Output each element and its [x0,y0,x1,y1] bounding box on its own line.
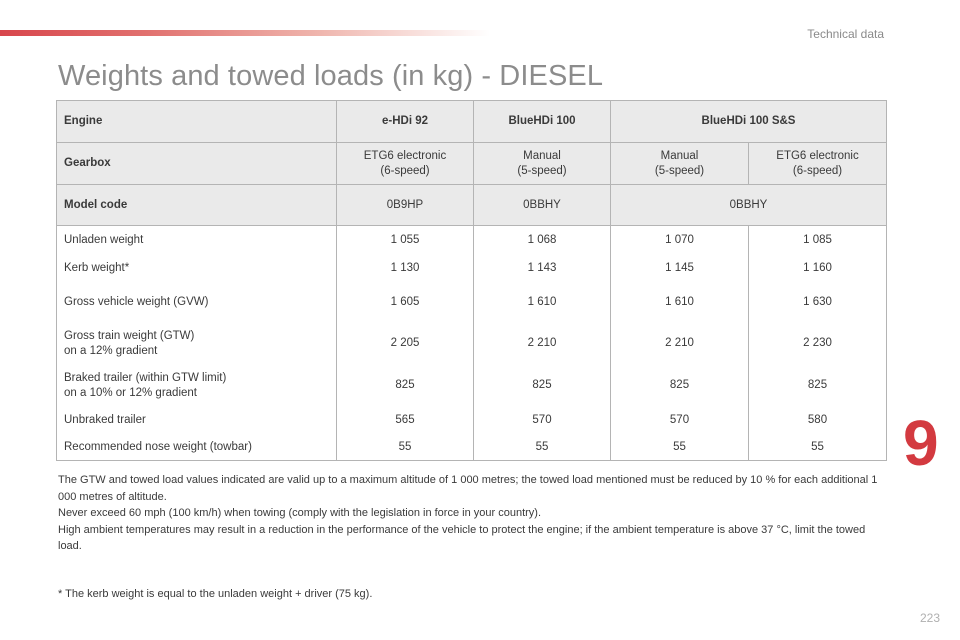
row-label [57,322,337,366]
gearbox-col-3 [611,143,749,185]
row-value: 825 [474,366,611,406]
header-accent-bar [0,30,490,36]
row-value: 825 [611,366,749,406]
engine-row [57,101,887,143]
gearbox-speeds: (5-speed) [654,164,705,177]
row-value: 2 210 [611,322,749,366]
row-value: 1 070 [611,226,749,255]
row-value: 1 145 [611,255,749,283]
row-value: 2 210 [474,322,611,366]
row-label: Gross vehicle weight (GVW) [57,283,337,322]
engine-col-1: e-HDi 92 [337,101,474,143]
table-row [57,322,887,366]
row-label-line: on a 10% or 12% gradient [64,386,197,399]
row-label-line: Braked trailer (within GTW limit) [64,371,227,384]
row-label: Kerb weight* [57,255,337,283]
row-value: 55 [474,435,611,461]
table-row [57,366,887,406]
gearbox-col-4 [749,143,887,185]
row-value: 1 130 [337,255,474,283]
section-label: Technical data [807,27,884,41]
gearbox-type: Manual [660,149,699,162]
table-row [57,255,887,283]
row-value: 825 [749,366,887,406]
row-value: 1 068 [474,226,611,255]
page-number: 223 [919,611,940,625]
row-value: 1 055 [337,226,474,255]
gearbox-col-2 [474,143,611,185]
row-value: 2 230 [749,322,887,366]
table-row [57,283,887,322]
model-code-row [57,185,887,226]
gearbox-speeds: (6-speed) [792,164,843,177]
table-row [57,435,887,461]
row-label: Unladen weight [57,226,337,255]
row-label: Unbraked trailer [57,406,337,435]
row-value: 565 [337,406,474,435]
row-value: 2 205 [337,322,474,366]
row-value: 570 [611,406,749,435]
chapter-number: 9 [903,407,939,479]
model-code-col-2: 0BBHY [474,185,611,226]
gearbox-label: Gearbox [57,143,337,185]
table-row [57,226,887,255]
towing-notes [58,472,886,555]
engine-col-2: BlueHDi 100 [474,101,611,143]
row-value: 55 [611,435,749,461]
row-value: 1 610 [474,283,611,322]
gearbox-speeds: (5-speed) [517,164,567,177]
row-value: 1 085 [749,226,887,255]
gearbox-row [57,143,887,185]
note-speed: Never exceed 60 mph (100 km/h) when towing (comply with the legislation in force in your country). [58,507,542,519]
row-value: 1 610 [611,283,749,322]
model-code-col-1: 0B9HP [337,185,474,226]
row-value: 1 143 [474,255,611,283]
kerb-weight-footnote: * The kerb weight is equal to the unladen weight + driver (75 kg). [58,588,373,600]
table-row [57,406,887,435]
engine-label: Engine [57,101,337,143]
row-value: 55 [749,435,887,461]
gearbox-type: Manual [523,149,561,162]
note-altitude: The GTW and towed load values indicated are valid up to a maximum altitude of 1 000 metres; the towed load mentioned must be reduced by 10 % for each additional 1 000 metres of altitude. [58,474,878,503]
row-label-line: on a 12% gradient [64,344,158,357]
row-label-line: Gross train weight (GTW) [64,329,195,342]
row-value: 825 [337,366,474,406]
row-value: 1 605 [337,283,474,322]
engine-col-3: BlueHDi 100 S&S [611,101,887,143]
row-value: 570 [474,406,611,435]
row-value: 1 160 [749,255,887,283]
gearbox-speeds: (6-speed) [380,164,430,177]
model-code-col-3: 0BBHY [611,185,887,226]
gearbox-col-1 [337,143,474,185]
gearbox-type: ETG6 electronic [776,149,859,162]
model-code-label: Model code [57,185,337,226]
row-value: 55 [337,435,474,461]
row-value: 580 [749,406,887,435]
gearbox-type: ETG6 electronic [363,149,447,162]
row-value: 1 630 [749,283,887,322]
page-title: Weights and towed loads (in kg) - DIESEL [58,60,604,92]
note-temperature: High ambient temperatures may result in a reduction in the performance of the vehicle to protect the engine; if the ambient temperature is above 37 °C, limit the towed load. [58,523,866,552]
weights-table [56,100,887,461]
row-label: Recommended nose weight (towbar) [57,435,337,461]
row-label [57,366,337,406]
